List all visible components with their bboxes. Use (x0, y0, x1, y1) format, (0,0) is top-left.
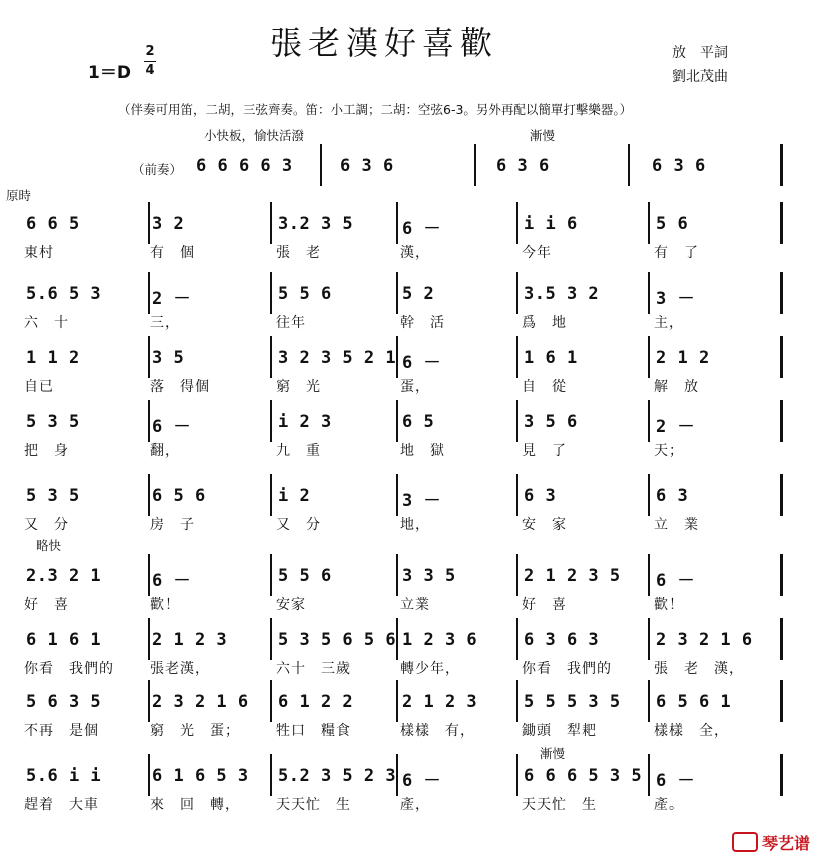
bar-line (270, 618, 272, 660)
measure-lyrics: 樣樣 有， (400, 723, 475, 739)
bar-line (148, 680, 150, 722)
measure-lyrics: 立業 (400, 597, 430, 613)
bar-line (780, 202, 783, 244)
logo-icon (732, 832, 758, 852)
bar-line (148, 272, 150, 314)
song-title: 張老漢好喜歡 (270, 24, 499, 62)
measure-lyrics: 好 喜 (24, 597, 69, 613)
bar-line (148, 554, 150, 596)
bar-line (648, 336, 650, 378)
bar-line (396, 336, 398, 378)
bar-line (270, 554, 272, 596)
bar-line (516, 336, 518, 378)
measure-notes: 6 － (402, 353, 441, 373)
bar-line (780, 474, 783, 516)
bar-line (648, 754, 650, 796)
bar-line (648, 400, 650, 442)
bar-line (396, 400, 398, 442)
bar-line (516, 554, 518, 596)
tempo-a-tempo: 原時 (6, 188, 32, 203)
measure-notes: 5 6 (656, 214, 689, 234)
measure-notes: 6 3 6 (496, 156, 550, 176)
measure-lyrics: 房 子 (150, 517, 195, 533)
bar-line (148, 400, 150, 442)
measure-notes: 2.3 2 1 (26, 566, 102, 586)
measure-notes: i 2 3 (278, 412, 332, 432)
measure-notes: 6 6 6 5 3 5 (524, 766, 643, 786)
measure-lyrics: 六十 三歲 (276, 661, 351, 677)
bar-line (780, 144, 783, 186)
lyricist-credit: 放 平詞 (672, 45, 728, 61)
measure-lyrics: 張老漢， (150, 661, 210, 677)
measure-notes: 5 3 5 (26, 486, 80, 506)
measure-lyrics: 歡！ (654, 597, 684, 613)
measure-lyrics: 天天忙 生 (276, 797, 351, 813)
measure-lyrics: 又 分 (24, 517, 69, 533)
bar-line (270, 336, 272, 378)
bar-line (270, 474, 272, 516)
measure-lyrics: 主， (654, 315, 684, 331)
measure-notes: 6 － (656, 771, 695, 791)
bar-line (516, 202, 518, 244)
measure-lyrics: 趕着 大車 (24, 797, 99, 813)
measure-lyrics: 張 老 漢， (654, 661, 744, 677)
bar-line (396, 754, 398, 796)
measure-notes: 6 － (656, 571, 695, 591)
measure-notes: 1 2 3 6 (402, 630, 478, 650)
measure-lyrics: 窮 光 蛋； (150, 723, 240, 739)
measure-notes: 2 － (656, 417, 695, 437)
bar-line (780, 618, 783, 660)
measure-notes: 6 5 (402, 412, 435, 432)
measure-lyrics: 爲 地 (522, 315, 567, 331)
bar-line (648, 554, 650, 596)
accompaniment-note: （伴奏可用笛，二胡，三弦齊奏。笛：小工調；二胡：空弦6-3。另外再配以簡單打擊樂器。） (118, 102, 633, 117)
measure-lyrics: 往年 (276, 315, 306, 331)
measure-notes: 6 3 6 (340, 156, 394, 176)
measure-lyrics: 三， (150, 315, 180, 331)
bar-line (396, 680, 398, 722)
measure-notes: 6 － (402, 771, 441, 791)
bar-line (780, 680, 783, 722)
measure-notes: 6 3 6 (652, 156, 706, 176)
bar-line (780, 754, 783, 796)
measure-notes: 3 2 (152, 214, 185, 234)
measure-notes: 1 1 2 (26, 348, 80, 368)
bar-line (396, 202, 398, 244)
bar-line (148, 202, 150, 244)
bar-line (148, 754, 150, 796)
measure-lyrics: 張 老 (276, 245, 321, 261)
measure-lyrics: 自 從 (522, 379, 567, 395)
measure-notes: 2 － (152, 289, 191, 309)
measure-notes: 5 2 (402, 284, 435, 304)
measure-notes: i 2 (278, 486, 311, 506)
tempo-slightly-fast: 略快 (36, 538, 62, 553)
measure-lyrics: 有 了 (654, 245, 699, 261)
bar-line (648, 618, 650, 660)
bar-line (396, 474, 398, 516)
measure-notes: 6 3 (524, 486, 557, 506)
measure-notes: 3 － (402, 491, 441, 511)
bar-line (148, 336, 150, 378)
measure-lyrics: 翻， (150, 443, 180, 459)
watermark-text: 琴艺谱 (761, 834, 810, 853)
measure-lyrics: 東村 (24, 245, 54, 261)
bar-line (648, 680, 650, 722)
bar-line (780, 554, 783, 596)
measure-lyrics: 解 放 (654, 379, 699, 395)
bar-line (396, 554, 398, 596)
measure-notes: i i 6 (524, 214, 578, 234)
measure-notes: 6 3 (656, 486, 689, 506)
measure-lyrics: 把 身 (24, 443, 69, 459)
measure-notes: 6 － (402, 219, 441, 239)
bar-line (780, 336, 783, 378)
time-signature-bottom: 4 (145, 63, 155, 78)
measure-lyrics: 好 喜 (522, 597, 567, 613)
measure-lyrics: 安 家 (522, 517, 567, 533)
measure-notes: 6 1 2 2 (278, 692, 354, 712)
measure-notes: 6 6 6 6 3 (196, 156, 293, 176)
prelude-label: （前奏） (132, 162, 183, 177)
bar-line (320, 144, 322, 186)
time-signature (144, 44, 156, 79)
bar-line (648, 474, 650, 516)
bar-line (780, 400, 783, 442)
measure-lyrics: 有 個 (150, 245, 195, 261)
measure-notes: 6 6 5 (26, 214, 80, 234)
measure-lyrics: 九 重 (276, 443, 321, 459)
measure-lyrics: 六 十 (24, 315, 69, 331)
measure-lyrics: 自已 (24, 379, 54, 395)
measure-lyrics: 產， (400, 797, 430, 813)
measure-lyrics: 牲口 糧食 (276, 723, 351, 739)
bar-line (628, 144, 630, 186)
measure-notes: 6 5 6 (152, 486, 206, 506)
bar-line (270, 400, 272, 442)
measure-notes: 6 － (152, 417, 191, 437)
measure-lyrics: 又 分 (276, 517, 321, 533)
bar-line (148, 618, 150, 660)
measure-notes: 5 6 3 5 (26, 692, 102, 712)
measure-notes: 5.6 5 3 (26, 284, 102, 304)
time-signature-top: 2 (145, 44, 155, 59)
measure-notes: 5 5 6 (278, 284, 332, 304)
bar-line (148, 474, 150, 516)
measure-notes: 5.2 3 5 2 3 (278, 766, 397, 786)
bar-line (648, 202, 650, 244)
tempo-slow-2: 漸慢 (540, 746, 566, 761)
measure-notes: 3.2 3 5 (278, 214, 354, 234)
measure-notes: 6 3 6 3 (524, 630, 600, 650)
measure-notes: 2 3 2 1 6 (656, 630, 753, 650)
bar-line (648, 272, 650, 314)
measure-lyrics: 鋤頭 犁耙 (522, 723, 597, 739)
measure-notes: 5 3 5 (26, 412, 80, 432)
measure-notes: 2 1 2 3 (402, 692, 478, 712)
measure-lyrics: 安家 (276, 597, 306, 613)
bar-line (270, 754, 272, 796)
measure-notes: 2 3 2 1 6 (152, 692, 249, 712)
bar-line (396, 618, 398, 660)
measure-lyrics: 地， (400, 517, 430, 533)
measure-notes: 2 1 2 3 (152, 630, 228, 650)
bar-line (516, 474, 518, 516)
measure-lyrics: 今年 (522, 245, 552, 261)
measure-notes: 5 3 5 6 5 6 (278, 630, 397, 650)
measure-notes: 6 1 6 1 (26, 630, 102, 650)
measure-lyrics: 你看 我們的 (522, 661, 612, 677)
bar-line (270, 202, 272, 244)
measure-lyrics: 產。 (654, 797, 684, 813)
bar-line (516, 680, 518, 722)
measure-notes: 6 5 6 1 (656, 692, 732, 712)
tempo-opening: 小快板，愉快活潑 (204, 128, 305, 143)
measure-notes: 6 － (152, 571, 191, 591)
bar-line (516, 272, 518, 314)
measure-notes: 6 1 6 5 3 (152, 766, 249, 786)
measure-lyrics: 立 業 (654, 517, 699, 533)
measure-notes: 3.5 3 2 (524, 284, 600, 304)
bar-line (516, 400, 518, 442)
measure-lyrics: 不再 是個 (24, 723, 99, 739)
measure-lyrics: 見 了 (522, 443, 567, 459)
composer-credit: 劉北茂曲 (672, 69, 728, 85)
bar-line (516, 754, 518, 796)
measure-notes: 3 5 (152, 348, 185, 368)
measure-notes: 3 3 5 (402, 566, 456, 586)
key-signature: 1＝D (88, 63, 131, 83)
measure-notes: 3 2 3 5 2 1 (278, 348, 397, 368)
measure-notes: 5 5 5 3 5 (524, 692, 621, 712)
measure-lyrics: 幹 活 (400, 315, 445, 331)
bar-line (780, 272, 783, 314)
bar-line (474, 144, 476, 186)
measure-lyrics: 窮 光 (276, 379, 321, 395)
measure-notes: 2 1 2 (656, 348, 710, 368)
measure-lyrics: 天； (654, 443, 684, 459)
measure-notes: 5.6 i i (26, 766, 102, 786)
measure-notes: 3 5 6 (524, 412, 578, 432)
watermark-logo (732, 831, 810, 854)
measure-lyrics: 地 獄 (400, 443, 445, 459)
bar-line (270, 680, 272, 722)
measure-notes: 1 6 1 (524, 348, 578, 368)
measure-lyrics: 轉少年， (400, 661, 460, 677)
measure-notes: 2 1 2 3 5 (524, 566, 621, 586)
measure-lyrics: 漢， (400, 245, 430, 261)
measure-lyrics: 樣樣 全， (654, 723, 729, 739)
measure-notes: 5 5 6 (278, 566, 332, 586)
measure-lyrics: 天天忙 生 (522, 797, 597, 813)
measure-lyrics: 來 回 轉， (150, 797, 240, 813)
bar-line (270, 272, 272, 314)
bar-line (396, 272, 398, 314)
tempo-slow-1: 漸慢 (530, 128, 556, 143)
measure-lyrics: 歡！ (150, 597, 180, 613)
measure-lyrics: 落 得個 (150, 379, 210, 395)
bar-line (516, 618, 518, 660)
measure-lyrics: 你看 我們的 (24, 661, 114, 677)
measure-notes: 3 － (656, 289, 695, 309)
measure-lyrics: 蛋， (400, 379, 430, 395)
